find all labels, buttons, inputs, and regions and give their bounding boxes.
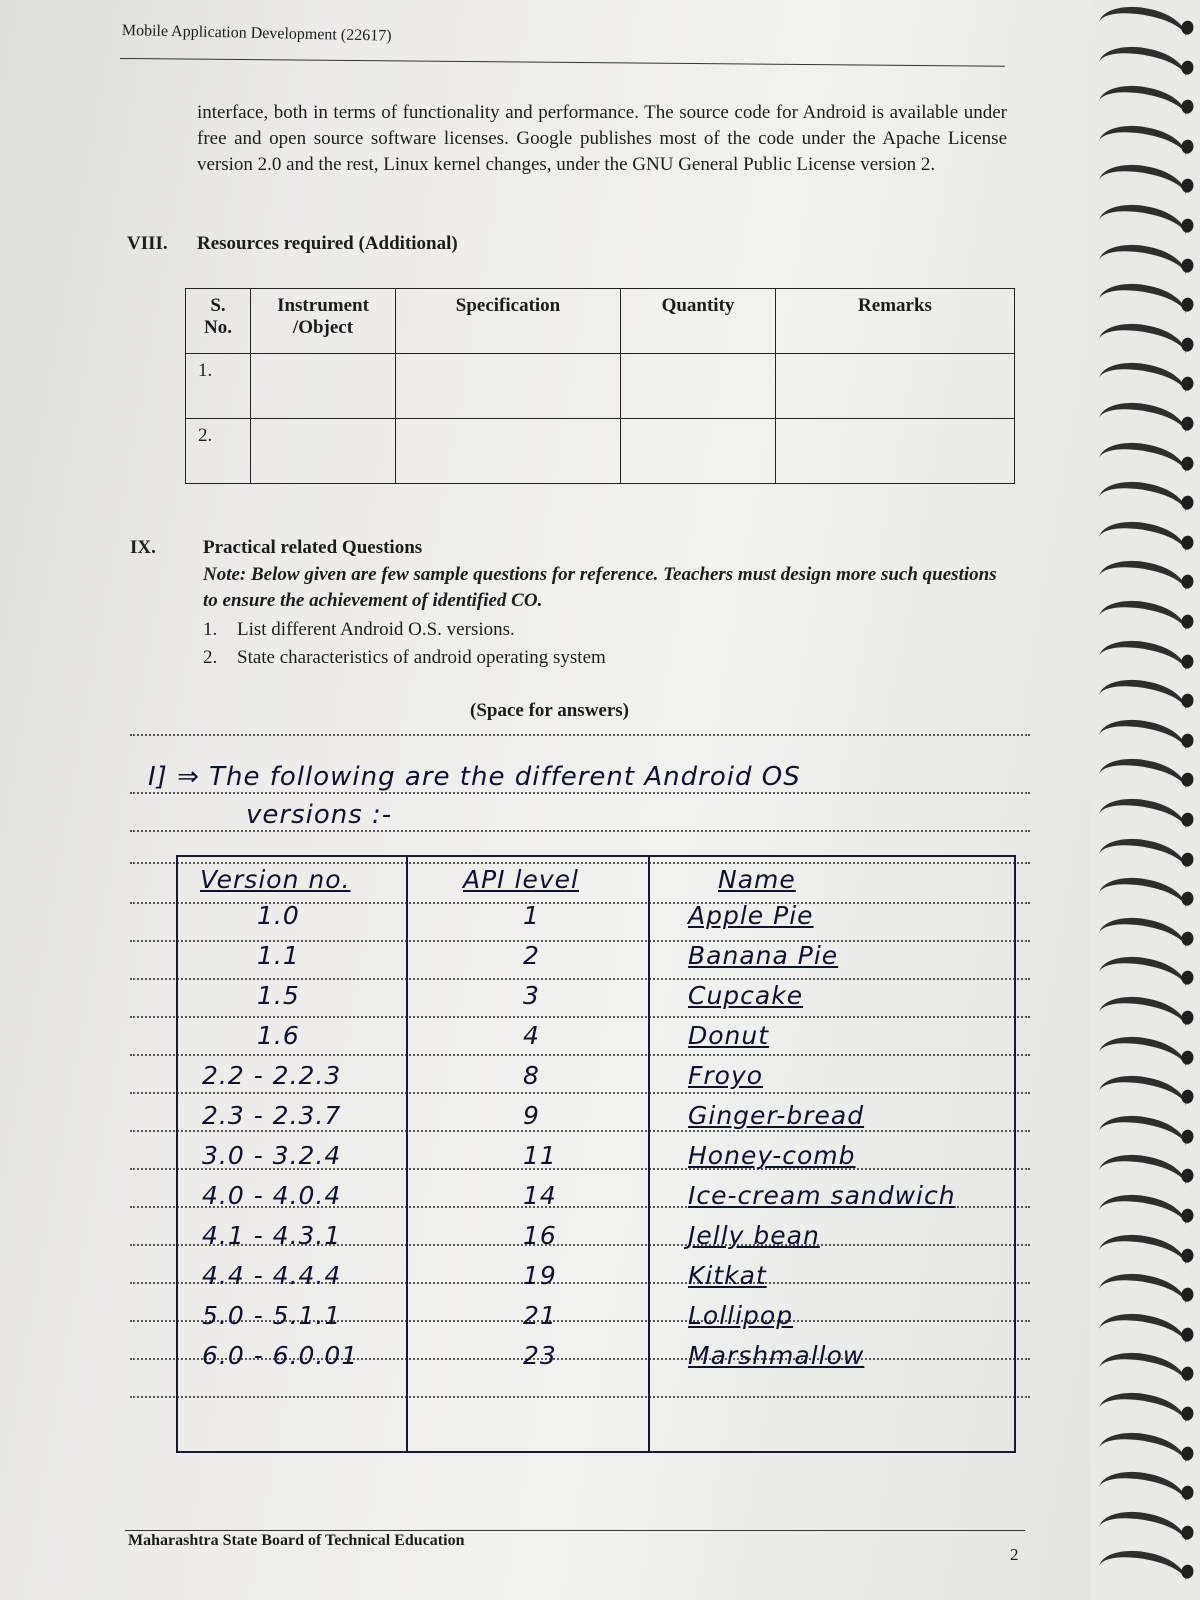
spiral-coil (1098, 674, 1189, 714)
spiral-coil (1098, 159, 1189, 199)
spiral-coil (1098, 436, 1189, 476)
api-level: 16 (523, 1221, 557, 1250)
question-text: State characteristics of android operating system (237, 647, 606, 668)
spiral-coil (1098, 80, 1189, 120)
header-rule (120, 58, 1005, 67)
col-header-name: Name (718, 865, 796, 894)
resources-cell-sno: 1. (186, 354, 251, 419)
version-number: 1.6 (257, 1021, 300, 1050)
resources-cell (251, 354, 396, 419)
spiral-coil (1098, 199, 1189, 239)
resources-col-instrument: Instrument /Object (251, 289, 396, 354)
version-number: 6.0 - 6.0.01 (202, 1341, 359, 1370)
resources-cell (776, 419, 1015, 484)
spiral-coil (1098, 911, 1189, 951)
spiral-coil (1098, 793, 1189, 833)
spiral-coil (1098, 357, 1189, 397)
col-header-api: API level (463, 865, 579, 894)
question-number: 2. (203, 647, 218, 668)
spiral-coil (1098, 1505, 1189, 1545)
spiral-coil (1098, 476, 1189, 516)
spiral-coil (1098, 40, 1189, 80)
resources-cell (396, 419, 621, 484)
version-name: Ice-cream sandwich (688, 1181, 956, 1210)
resources-cell (251, 419, 396, 484)
version-name: Donut (688, 1021, 770, 1050)
version-name: Apple Pie (688, 901, 814, 930)
api-level: 11 (523, 1141, 557, 1170)
answer-intro-line-2: versions :- (246, 800, 393, 830)
spiral-coil (1098, 119, 1189, 159)
table-divider (648, 857, 650, 1451)
resources-col-specification: Specification (396, 289, 621, 354)
version-number: 2.3 - 2.3.7 (202, 1101, 342, 1130)
resources-cell-sno: 2. (186, 419, 251, 484)
resources-cell (776, 354, 1015, 419)
teacher-note: Note: Below given are few sample questions for reference. Teachers must design more such questions to ensure the achievement of identified CO. (203, 564, 997, 611)
version-name: Ginger-bread (688, 1101, 865, 1130)
page-number: 2 (1010, 1545, 1019, 1564)
section-8-number: VIII. (127, 233, 168, 254)
section-8-title: Resources required (Additional) (197, 233, 458, 254)
spiral-coil (1098, 515, 1189, 555)
spiral-coil (1098, 753, 1189, 793)
spiral-coil (1098, 1347, 1189, 1387)
table-row (186, 354, 1015, 419)
version-number: 3.0 - 3.2.4 (202, 1141, 342, 1170)
spiral-coil (1098, 1030, 1189, 1070)
spiral-coil (1098, 1307, 1189, 1347)
spiral-coil (1098, 1466, 1189, 1506)
question-list (203, 616, 606, 672)
version-number: 2.2 - 2.2.3 (202, 1061, 342, 1090)
api-level: 23 (523, 1341, 557, 1370)
spiral-coil (1098, 397, 1189, 437)
api-level: 4 (523, 1021, 540, 1050)
dotted-rule (130, 734, 1030, 736)
section-9-number: IX. (130, 537, 156, 558)
resources-col-remarks: Remarks (776, 289, 1015, 354)
spiral-coil (1098, 1426, 1189, 1466)
intro-paragraph: interface, both in terms of functionality and performance. The source code for Android is available under free and open source software licenses. Google publishes most of the code under the Apache License version 2.0 and the rest, Linux kernel changes, under the GNU General Public License version 2. (197, 102, 1007, 175)
spiral-coil (1098, 1545, 1189, 1585)
resources-cell (621, 419, 776, 484)
version-number: 4.1 - 4.3.1 (202, 1221, 342, 1250)
version-number: 1.0 (257, 901, 300, 930)
api-level: 14 (523, 1181, 557, 1210)
list-item (203, 616, 606, 644)
table-row (186, 419, 1015, 484)
table-divider (406, 857, 408, 1451)
spiral-coil (1098, 595, 1189, 635)
version-number: 1.5 (257, 981, 300, 1010)
spiral-coil (1098, 991, 1189, 1031)
spiral-coil (1098, 951, 1189, 991)
dotted-rule (130, 792, 1030, 794)
api-level: 8 (523, 1061, 540, 1090)
answer-intro-line: I] ⇒ The following are the different Android OS (148, 762, 801, 792)
spiral-coil (1098, 238, 1189, 278)
question-text: List different Android O.S. versions. (237, 619, 515, 640)
version-number: 4.0 - 4.0.4 (202, 1181, 342, 1210)
spiral-coil (1098, 1070, 1189, 1110)
footer-text: Maharashtra State Board of Technical Education (128, 1532, 465, 1549)
api-level: 2 (523, 941, 540, 970)
list-item (203, 644, 606, 672)
api-level: 1 (523, 901, 540, 930)
spiral-binding (1092, 0, 1200, 1600)
spiral-coil (1098, 317, 1189, 357)
footer-rule (125, 1530, 1025, 1531)
version-name: Honey-comb (688, 1141, 856, 1170)
resources-table (185, 288, 1015, 484)
section-9-title: Practical related Questions (203, 537, 423, 558)
spiral-coil (1098, 1387, 1189, 1427)
version-name: Banana Pie (688, 941, 839, 970)
spiral-coil (1098, 1149, 1189, 1189)
header-title: Mobile Application Development (22617) (121, 22, 392, 45)
api-level: 19 (523, 1261, 557, 1290)
spiral-coil (1098, 278, 1189, 318)
spiral-coil (1098, 713, 1189, 753)
resources-table-header-row (186, 289, 1015, 354)
version-name: Cupcake (688, 981, 804, 1010)
version-name: Lollipop (688, 1301, 794, 1330)
version-number: 5.0 - 5.1.1 (202, 1301, 342, 1330)
spiral-coil (1098, 832, 1189, 872)
question-number: 1. (203, 619, 218, 640)
col-header-version: Version no. (200, 865, 351, 894)
spiral-coil (1098, 872, 1189, 912)
api-level: 21 (523, 1301, 557, 1330)
resources-cell (396, 354, 621, 419)
spiral-coil (1098, 1109, 1189, 1149)
version-number: 4.4 - 4.4.4 (202, 1261, 342, 1290)
api-level: 9 (523, 1101, 540, 1130)
spiral-coil (1098, 1228, 1189, 1268)
version-name: Marshmallow (688, 1341, 865, 1370)
spiral-coil (1098, 1268, 1189, 1308)
spiral-coil (1098, 634, 1189, 674)
resources-col-quantity: Quantity (621, 289, 776, 354)
api-level: 3 (523, 981, 540, 1010)
version-name: Kitkat (688, 1261, 767, 1290)
resources-cell (621, 354, 776, 419)
android-versions-table (176, 855, 1016, 1453)
dotted-rule (130, 830, 1030, 832)
spiral-coil (1098, 555, 1189, 595)
resources-col-sno: S. No. (186, 289, 251, 354)
version-name: Froyo (688, 1061, 764, 1090)
version-number: 1.1 (257, 941, 300, 970)
spiral-coil (1098, 1, 1189, 41)
answer-space-heading: (Space for answers) (470, 700, 630, 721)
spiral-coil (1098, 1189, 1189, 1229)
version-name: Jelly bean (688, 1221, 820, 1250)
